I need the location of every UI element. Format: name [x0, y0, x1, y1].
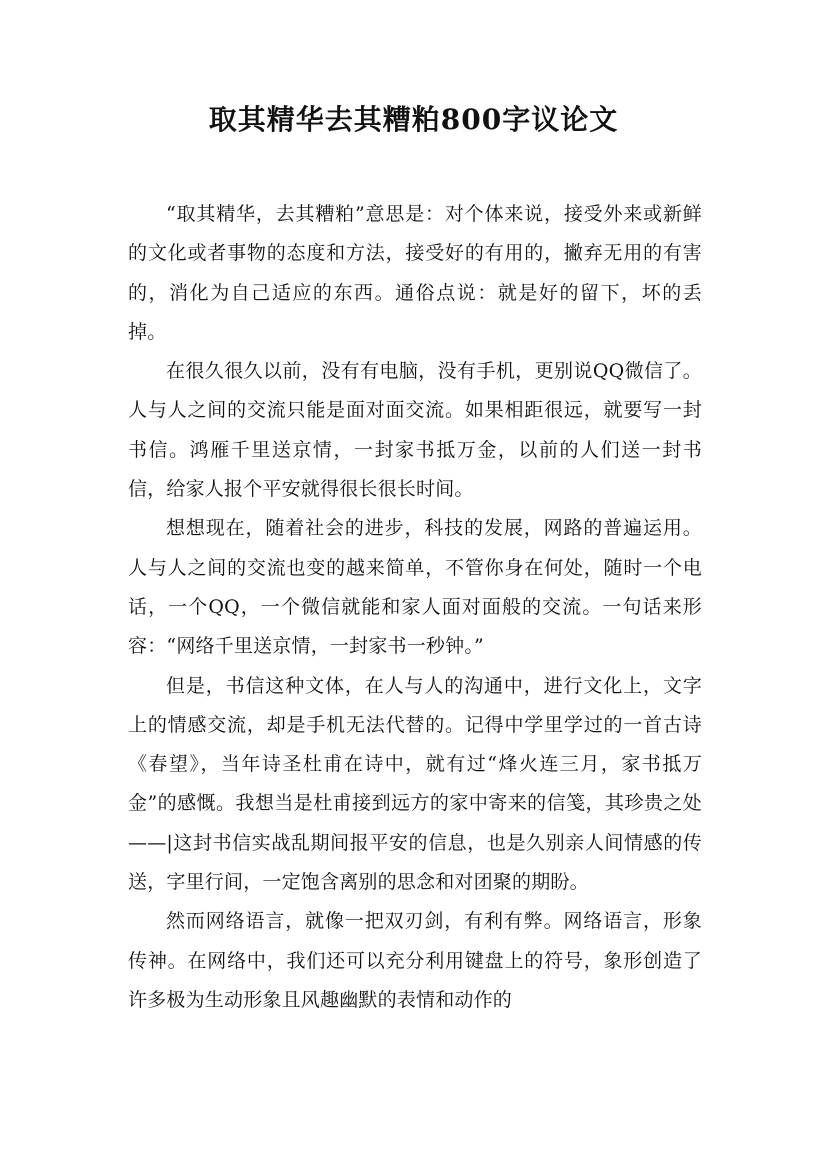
- paragraph-5: 然而网络语言，就像一把双刃剑，有利有弊。网络语言，形象传神。在网络中，我们还可以充分利用键盘上的符号，象形创造了许多极为生动形象且风趣幽默的表情和动作的: [128, 910, 702, 1011]
- paragraph-1: “取其精华，去其糟粕”意思是：对个体来说，接受外来或新鲜的文化或者事物的态度和方法，接受好的有用的，撇弃无用的有害的，消化为自己适应的东西。通俗点说：就是好的留下，坏的丢掉。: [128, 203, 702, 343]
- document-title: 取其精华去其糟粕800字议论文: [208, 103, 619, 136]
- document-body: [128, 195, 702, 1020]
- paragraph-3: 想想现在，随着社会的进步，科技的发展，网路的普遍运用。人与人之间的交流也变的越来简单，不管你身在何处，随时一个电话，一个QQ，一个微信就能和家人面对面般的交流。一句话来形容：“网络千里送京情，一封家书一秒钟。”: [128, 517, 702, 658]
- paragraph-2: 在很久很久以前，没有有电脑，没有手机，更别说QQ微信了。人与人之间的交流只能是面对面交流。如果相距很远，就要写一封书信。鸿雁千里送京情，一封家书抵万金，以前的人们送一封书信，给家人报个平安就得很长很长时间。: [128, 360, 702, 501]
- paragraph-4: 但是，书信这种文体，在人与人的沟通中，进行文化上，文字上的情感交流，却是手机无法代替的。记得中学里学过的一首古诗《春望》，当年诗圣杜甫在诗中，就有过“烽火连三月，家书抵万金”的感慨。我想当是杜甫接到远方的家中寄来的信笺，其珍贵之处——|这封书信实战乱期间报平安的信息，也是久别亲人间情感的传送，字里行间，一定饱含离别的思念和对团聚的期盼。: [128, 674, 702, 894]
